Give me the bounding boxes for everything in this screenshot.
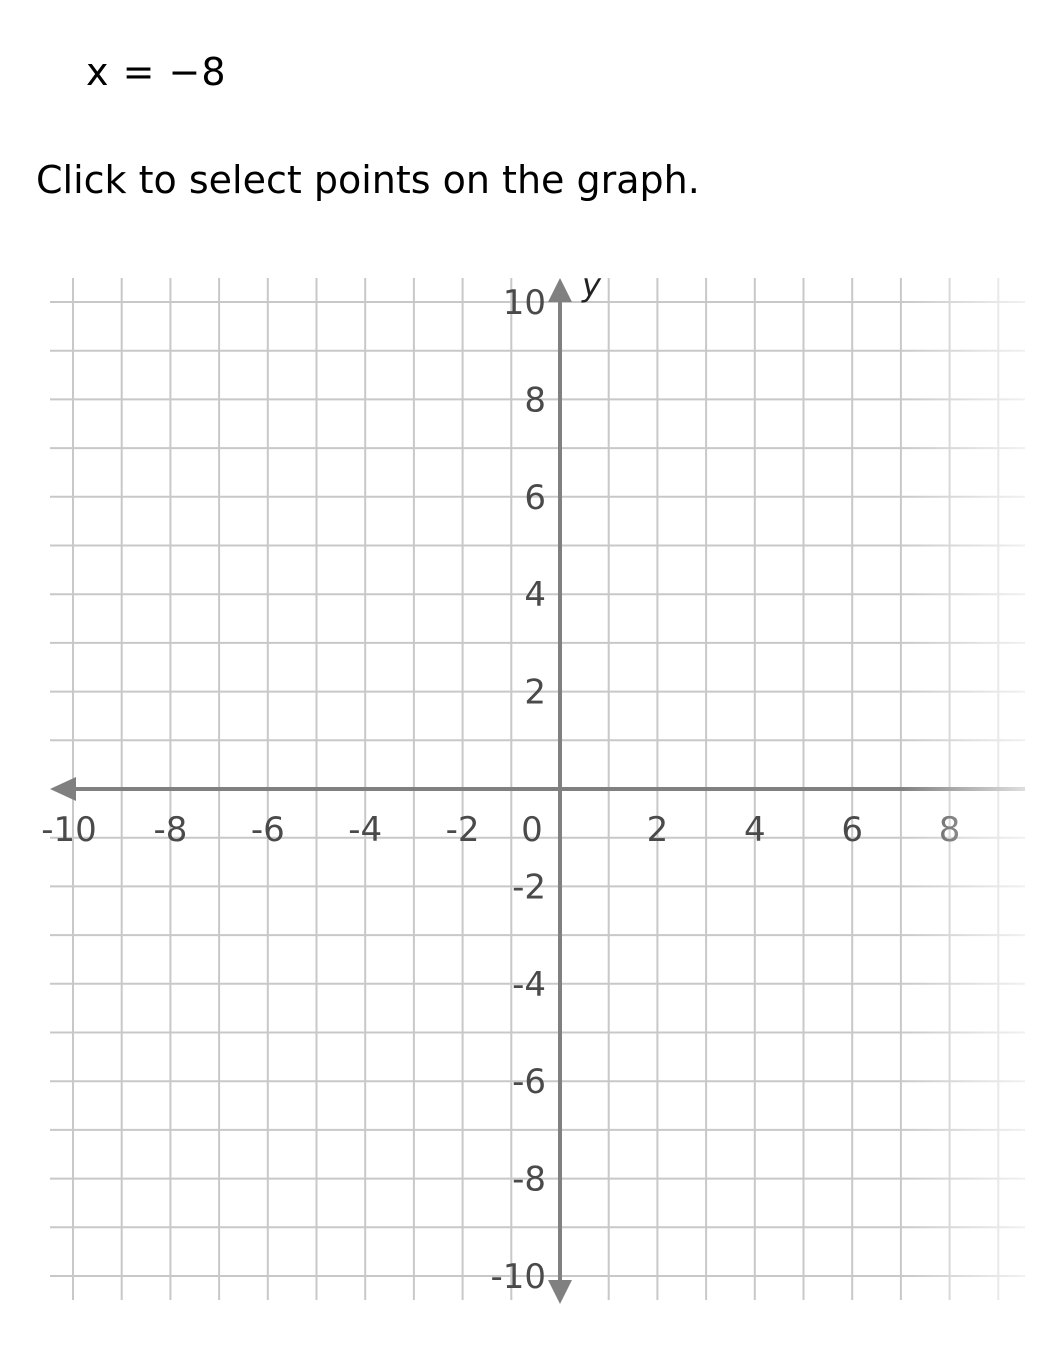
y-axis-down-arrow bbox=[548, 1280, 572, 1304]
x-tick-label: 2 bbox=[646, 810, 669, 850]
y-tick-label: -4 bbox=[512, 964, 546, 1005]
x-tick-label: -10 bbox=[41, 810, 97, 850]
y-tick-label: 2 bbox=[524, 672, 546, 713]
y-tick-label: 6 bbox=[524, 477, 546, 518]
y-tick-label: -6 bbox=[512, 1062, 546, 1103]
y-tick-label: 4 bbox=[524, 575, 546, 616]
y-axis-label: y bbox=[582, 266, 601, 304]
y-tick-label: 8 bbox=[524, 380, 546, 421]
equation-text: x = −8 bbox=[86, 50, 227, 94]
axes bbox=[50, 278, 1025, 1304]
x-axis-left-arrow bbox=[50, 777, 76, 801]
x-tick-label: 6 bbox=[841, 810, 864, 850]
x-tick-label: 4 bbox=[743, 810, 766, 850]
y-axis-up-arrow bbox=[548, 278, 572, 302]
x-tick-labels bbox=[41, 810, 960, 850]
instruction-text: Click to select points on the graph. bbox=[36, 158, 700, 202]
x-tick-label: 0 bbox=[521, 810, 543, 850]
y-tick-label: -10 bbox=[490, 1257, 546, 1297]
x-tick-label: -2 bbox=[445, 810, 480, 850]
x-tick-label: -6 bbox=[250, 810, 285, 850]
x-tick-label: -8 bbox=[153, 810, 188, 850]
x-tick-label: -4 bbox=[348, 810, 383, 850]
y-tick-label: -2 bbox=[512, 867, 546, 908]
right-fade-overlay bbox=[900, 270, 1043, 1310]
y-tick-label: 10 bbox=[502, 283, 546, 323]
y-tick-label: -8 bbox=[512, 1159, 546, 1200]
